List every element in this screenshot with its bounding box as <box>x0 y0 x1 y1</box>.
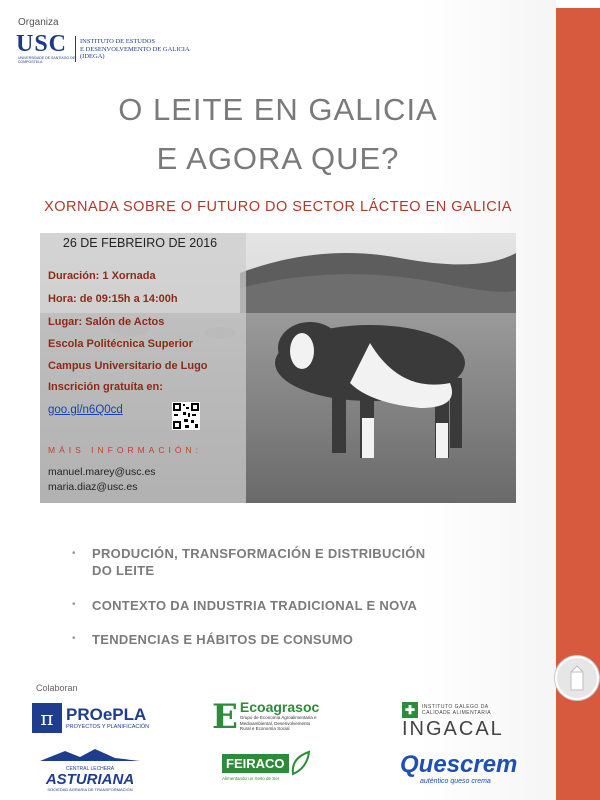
topic-industry: CONTEXTO DA INDUSTRIA TRADICIONAL E NOVA <box>92 598 418 613</box>
detail-duration: Duración: 1 Xornada <box>48 270 156 282</box>
mountain-icon <box>40 749 140 761</box>
detail-time: Hora: de 09:15h a 14:00h <box>48 293 178 305</box>
event-date: 26 DE FEBREIRO DE 2016 <box>62 236 218 250</box>
usc-logo: USC <box>16 31 68 57</box>
bullet-icon: • <box>72 633 76 644</box>
sponsor-ecoagrasoc-sub: Grupo de Economía Agroalimentaria e Medioambiental, Desenvolvemento Rural e Economía Social <box>239 715 317 731</box>
detail-place: Lugar: Salón de Actos <box>48 316 165 328</box>
bullet-icon: • <box>72 599 76 610</box>
detail-registration: Inscrición gratuíta en: <box>48 381 163 393</box>
sponsor-proepla-sub: PROYECTOS Y PLANIFICACIÓN <box>66 724 150 730</box>
side-bar-top-gap <box>556 0 600 8</box>
sponsor-quescrem-logo <box>400 752 517 785</box>
sponsor-quescrem-name: Quescrem <box>400 751 518 778</box>
sponsor-feiraco-name: FEIRACO <box>222 754 289 773</box>
contact-email-1[interactable]: manuel.marey@usc.es <box>48 466 156 478</box>
sponsor-asturiana-top: CENTRAL LECHERA <box>65 766 115 772</box>
sponsor-ingacal-logo <box>402 702 517 740</box>
sponsor-asturiana-sub: SOCIEDAD AGRARIA DE TRANSFORMACIÓN <box>47 787 133 792</box>
milk-carton-icon <box>555 656 599 700</box>
sponsor-proepla-logo <box>32 703 149 733</box>
more-info-heading: MÁIS INFORMACIÓN: <box>48 445 202 455</box>
pi-icon: π <box>32 703 62 733</box>
sponsor-ecoagrasoc-logo <box>212 697 320 737</box>
contact-email-2[interactable]: maria.diaz@usc.es <box>48 481 138 493</box>
organiza-label: Organiza <box>18 17 59 28</box>
idega-name: INSTITUTO DE ESTUDOS E DESENVOLVEMENTO DE GALICIA (IDEGA) <box>80 38 190 60</box>
logo-divider <box>75 36 76 62</box>
sponsor-quescrem-sub: auténtico queso crema <box>420 778 491 785</box>
sponsor-ingacal-name: INGACAL <box>402 718 504 740</box>
sponsor-feiraco-logo <box>222 750 313 781</box>
topic-consumption: TENDENCIAS E HÁBITOS DE CONSUMO <box>92 632 354 647</box>
qr-code-icon <box>172 402 200 430</box>
ecoagrasoc-e-icon: E <box>212 697 238 737</box>
sponsor-asturiana-logo <box>40 748 140 792</box>
sponsor-ecoagrasoc-name: Ecoagrasoc <box>239 699 320 715</box>
feiraco-leaf-icon <box>289 750 313 776</box>
ingacal-cross-icon: ✚ <box>402 702 418 718</box>
registration-link[interactable]: goo.gl/n6Q0cd <box>48 404 123 416</box>
colaboran-label: Colaboran <box>36 683 78 693</box>
detail-campus: Campus Universitario de Lugo <box>48 360 208 372</box>
sponsor-asturiana-name: ASTURIANA <box>45 771 135 788</box>
main-title-line2: E AGORA QUE? <box>156 141 400 176</box>
event-subtitle: XORNADA SOBRE O FUTURO DO SECTOR LÁCTEO EN GALICIA <box>44 199 512 215</box>
detail-school: Escola Politécnica Superior <box>48 338 193 350</box>
topic-production: PRODUCIÓN, TRANSFORMACIÓN E DISTRIBUCIÓN DO LEITE <box>92 546 426 578</box>
sponsor-feiraco-sub: Alimentando un Xeito de Ser <box>222 776 280 781</box>
bullet-icon: • <box>72 548 76 559</box>
sponsor-ingacal-top: INSTITUTO GALEGO DA CALIDADE ALIMENTARIA <box>422 704 492 716</box>
main-title-line1: O LEITE EN GALICIA <box>118 92 438 127</box>
usc-logo-subtitle: UNIVERSIDADE DE SANTIAGO DE COMPOSTELA <box>18 56 75 64</box>
sponsor-proepla-name: PROePLA <box>66 705 147 724</box>
